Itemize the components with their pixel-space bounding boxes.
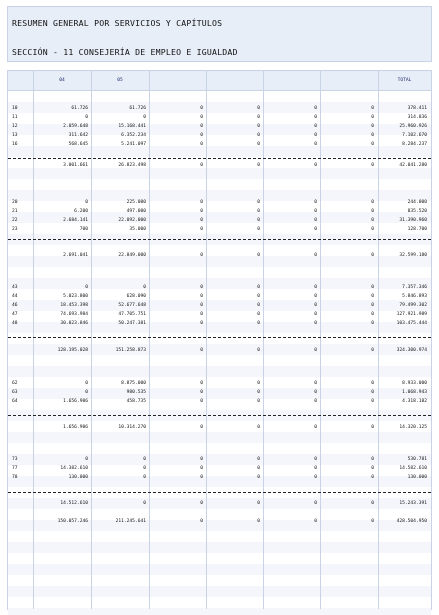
row-stripe bbox=[8, 432, 431, 443]
cell-c: 0 bbox=[314, 142, 317, 147]
cell-c: 0 bbox=[314, 425, 317, 430]
subtotal-row bbox=[8, 161, 431, 170]
cell-a: 0 bbox=[200, 381, 203, 386]
cell-d: 0 bbox=[371, 457, 374, 462]
cell-c04: 0 bbox=[85, 285, 88, 290]
cell-code: 64 bbox=[12, 399, 18, 404]
cell-c04: 700 bbox=[79, 227, 88, 232]
cell-c05: 0 bbox=[143, 285, 146, 290]
cell-code: 12 bbox=[12, 124, 18, 129]
cell-c: 0 bbox=[314, 390, 317, 395]
table-header bbox=[8, 71, 431, 91]
cell-code: 63 bbox=[12, 390, 18, 395]
cell-b: 0 bbox=[257, 303, 260, 308]
cell-code: 77 bbox=[12, 466, 18, 471]
column-separator bbox=[263, 71, 264, 609]
cell-a: 0 bbox=[200, 209, 203, 214]
cell-c: 0 bbox=[314, 253, 317, 258]
cell-c05: 47.705.751 bbox=[118, 312, 146, 317]
cell-c04: 1.656.906 bbox=[63, 425, 88, 430]
cell-d: 0 bbox=[371, 285, 374, 290]
cell-code: 22 bbox=[12, 218, 18, 223]
cell-total: 25.960.926 bbox=[399, 124, 427, 129]
cell-a: 0 bbox=[200, 133, 203, 138]
subtotal-row bbox=[8, 346, 431, 355]
cell-code: 48 bbox=[12, 321, 18, 326]
cell-d: 0 bbox=[371, 209, 374, 214]
cell-a: 0 bbox=[200, 519, 203, 524]
table-row bbox=[8, 207, 431, 216]
cell-c04: 150.057.246 bbox=[57, 519, 88, 524]
table-row bbox=[8, 464, 431, 473]
cell-total: 7.357.346 bbox=[402, 285, 427, 290]
cell-d: 0 bbox=[371, 466, 374, 471]
cell-code: 47 bbox=[12, 312, 18, 317]
cell-total: 14.320.125 bbox=[399, 425, 427, 430]
table-row bbox=[8, 473, 431, 482]
cell-c04: 6.200 bbox=[74, 209, 88, 214]
cell-total: 128.700 bbox=[407, 227, 427, 232]
cell-c: 0 bbox=[314, 227, 317, 232]
cell-a: 0 bbox=[200, 253, 203, 258]
cell-b: 0 bbox=[257, 163, 260, 168]
table-row bbox=[8, 301, 431, 310]
cell-total: 103.475.444 bbox=[396, 321, 427, 326]
summary-table bbox=[7, 70, 432, 610]
table-row bbox=[8, 388, 431, 397]
cell-c: 0 bbox=[314, 209, 317, 214]
cell-a: 0 bbox=[200, 106, 203, 111]
cell-c05: 458.735 bbox=[126, 399, 146, 404]
cell-c04: 568.645 bbox=[68, 142, 88, 147]
cell-b: 0 bbox=[257, 227, 260, 232]
cell-a: 0 bbox=[200, 200, 203, 205]
cell-c04: 0 bbox=[85, 115, 88, 120]
cell-c05: 980.535 bbox=[126, 390, 146, 395]
cell-c: 0 bbox=[314, 133, 317, 138]
cell-c04: 128.195.028 bbox=[57, 348, 88, 353]
cell-code: 10 bbox=[12, 106, 18, 111]
cell-total: 130.000 bbox=[407, 475, 427, 480]
cell-d: 0 bbox=[371, 321, 374, 326]
cell-c: 0 bbox=[314, 466, 317, 471]
cell-b: 0 bbox=[257, 285, 260, 290]
cell-code: 44 bbox=[12, 294, 18, 299]
cell-code: 20 bbox=[12, 200, 18, 205]
cell-b: 0 bbox=[257, 133, 260, 138]
cell-total: 324.300.974 bbox=[396, 348, 427, 353]
cell-d: 0 bbox=[371, 142, 374, 147]
cell-a: 0 bbox=[200, 501, 203, 506]
row-stripe bbox=[8, 564, 431, 575]
cell-a: 0 bbox=[200, 218, 203, 223]
cell-a: 0 bbox=[200, 425, 203, 430]
cell-d: 0 bbox=[371, 106, 374, 111]
cell-code: 13 bbox=[12, 133, 18, 138]
subtotal-row bbox=[8, 423, 431, 432]
cell-b: 0 bbox=[257, 124, 260, 129]
column-separator bbox=[206, 71, 207, 609]
cell-d: 0 bbox=[371, 124, 374, 129]
cell-a: 0 bbox=[200, 142, 203, 147]
cell-d: 0 bbox=[371, 475, 374, 480]
cell-c04: 14.382.610 bbox=[60, 466, 88, 471]
cell-d: 0 bbox=[371, 115, 374, 120]
cell-c05: 52.677.648 bbox=[118, 303, 146, 308]
cell-total: 530.781 bbox=[407, 457, 427, 462]
row-stripe bbox=[8, 608, 431, 615]
subtotal-divider bbox=[8, 492, 431, 493]
cell-c05: 35.000 bbox=[129, 227, 146, 232]
cell-total: 4.318.182 bbox=[402, 399, 427, 404]
subtotal-row bbox=[8, 517, 431, 526]
table-row bbox=[8, 225, 431, 234]
cell-c05: 0 bbox=[143, 466, 146, 471]
cell-c04: 0 bbox=[85, 390, 88, 395]
cell-a: 0 bbox=[200, 115, 203, 120]
cell-d: 0 bbox=[371, 303, 374, 308]
cell-c: 0 bbox=[314, 475, 317, 480]
cell-code: 23 bbox=[12, 227, 18, 232]
cell-c05: 211.245.641 bbox=[115, 519, 146, 524]
cell-b: 0 bbox=[257, 142, 260, 147]
column-separator bbox=[149, 71, 150, 609]
cell-b: 0 bbox=[257, 425, 260, 430]
cell-c04: 18.453.398 bbox=[60, 303, 88, 308]
subtotal-row bbox=[8, 251, 431, 260]
subtotal-divider bbox=[8, 415, 431, 416]
subtotal-divider bbox=[8, 158, 431, 159]
cell-c04: 61.726 bbox=[71, 106, 88, 111]
cell-c05: 0 bbox=[143, 457, 146, 462]
cell-a: 0 bbox=[200, 457, 203, 462]
cell-c04: 0 bbox=[85, 200, 88, 205]
cell-b: 0 bbox=[257, 253, 260, 258]
cell-c: 0 bbox=[314, 312, 317, 317]
cell-c05: 628.090 bbox=[126, 294, 146, 299]
subtotal-divider bbox=[8, 337, 431, 338]
cell-c: 0 bbox=[314, 285, 317, 290]
cell-b: 0 bbox=[257, 501, 260, 506]
cell-c: 0 bbox=[314, 457, 317, 462]
cell-c: 0 bbox=[314, 218, 317, 223]
cell-c05: 26.823.498 bbox=[118, 163, 146, 168]
cell-c05: 8.875.000 bbox=[121, 381, 146, 386]
column-separator bbox=[33, 71, 34, 609]
cell-a: 0 bbox=[200, 124, 203, 129]
column-separator bbox=[378, 71, 379, 609]
table-row bbox=[8, 216, 431, 225]
cell-b: 0 bbox=[257, 457, 260, 462]
cell-a: 0 bbox=[200, 163, 203, 168]
cell-d: 0 bbox=[371, 163, 374, 168]
cell-b: 0 bbox=[257, 390, 260, 395]
column-header-total: TOTAL bbox=[397, 78, 412, 83]
table-row bbox=[8, 319, 431, 328]
table-row bbox=[8, 292, 431, 301]
cell-c: 0 bbox=[314, 200, 317, 205]
cell-d: 0 bbox=[371, 227, 374, 232]
cell-b: 0 bbox=[257, 294, 260, 299]
cell-b: 0 bbox=[257, 200, 260, 205]
cell-code: 73 bbox=[12, 457, 18, 462]
cell-a: 0 bbox=[200, 303, 203, 308]
cell-total: 8.933.000 bbox=[402, 381, 427, 386]
cell-c04: 3.001.661 bbox=[63, 163, 88, 168]
cell-d: 0 bbox=[371, 519, 374, 524]
cell-d: 0 bbox=[371, 218, 374, 223]
subtotal-row bbox=[8, 499, 431, 508]
cell-c05: 10.314.270 bbox=[118, 425, 146, 430]
cell-c: 0 bbox=[314, 321, 317, 326]
cell-c: 0 bbox=[314, 294, 317, 299]
cell-b: 0 bbox=[257, 115, 260, 120]
cell-c05: 22.849.000 bbox=[118, 253, 146, 258]
report-header bbox=[7, 6, 432, 62]
cell-c: 0 bbox=[314, 303, 317, 308]
cell-total: 244.000 bbox=[407, 200, 427, 205]
cell-c04: 2.059.648 bbox=[63, 124, 88, 129]
cell-c05: 5.241.097 bbox=[121, 142, 146, 147]
cell-total: 32.599.180 bbox=[399, 253, 427, 258]
cell-c: 0 bbox=[314, 381, 317, 386]
cell-total: 835.520 bbox=[407, 209, 427, 214]
cell-b: 0 bbox=[257, 209, 260, 214]
cell-code: 16 bbox=[12, 142, 18, 147]
cell-c04: 2.684.141 bbox=[63, 218, 88, 223]
table-row bbox=[8, 122, 431, 131]
table-row bbox=[8, 198, 431, 207]
cell-c: 0 bbox=[314, 163, 317, 168]
cell-c04: 0 bbox=[85, 381, 88, 386]
column-header-05: 05 bbox=[117, 78, 123, 83]
cell-d: 0 bbox=[371, 133, 374, 138]
cell-total: 8.284.237 bbox=[402, 142, 427, 147]
report-title: RESUMEN GENERAL POR SERVICIOS Y CAPÍTULOS bbox=[12, 18, 223, 28]
cell-a: 0 bbox=[200, 294, 203, 299]
column-header-04: 04 bbox=[59, 78, 65, 83]
cell-d: 0 bbox=[371, 294, 374, 299]
cell-d: 0 bbox=[371, 390, 374, 395]
cell-c: 0 bbox=[314, 106, 317, 111]
cell-b: 0 bbox=[257, 519, 260, 524]
table-row bbox=[8, 310, 431, 319]
cell-c04: 5.023.800 bbox=[63, 294, 88, 299]
table-row bbox=[8, 397, 431, 406]
cell-code: 46 bbox=[12, 303, 18, 308]
cell-a: 0 bbox=[200, 466, 203, 471]
cell-code: 21 bbox=[12, 209, 18, 214]
row-stripe bbox=[8, 586, 431, 597]
cell-b: 0 bbox=[257, 321, 260, 326]
row-stripe bbox=[8, 542, 431, 553]
cell-b: 0 bbox=[257, 466, 260, 471]
cell-c05: 225.000 bbox=[126, 200, 146, 205]
cell-d: 0 bbox=[371, 425, 374, 430]
cell-d: 0 bbox=[371, 253, 374, 258]
table-row bbox=[8, 140, 431, 149]
table-row bbox=[8, 379, 431, 388]
cell-c05: 6.352.234 bbox=[121, 133, 146, 138]
cell-c: 0 bbox=[314, 501, 317, 506]
cell-c: 0 bbox=[314, 519, 317, 524]
cell-code: 78 bbox=[12, 475, 18, 480]
column-separator bbox=[320, 71, 321, 609]
cell-code: 62 bbox=[12, 381, 18, 386]
cell-b: 0 bbox=[257, 381, 260, 386]
cell-b: 0 bbox=[257, 312, 260, 317]
cell-c04: 2.691.041 bbox=[63, 253, 88, 258]
cell-a: 0 bbox=[200, 390, 203, 395]
cell-b: 0 bbox=[257, 399, 260, 404]
cell-a: 0 bbox=[200, 227, 203, 232]
cell-d: 0 bbox=[371, 399, 374, 404]
cell-d: 0 bbox=[371, 348, 374, 353]
cell-total: 1.068.943 bbox=[402, 390, 427, 395]
table-row bbox=[8, 283, 431, 292]
table-row bbox=[8, 455, 431, 464]
cell-c04: 311.642 bbox=[68, 133, 88, 138]
cell-code: 11 bbox=[12, 115, 18, 120]
cell-c04: 130.000 bbox=[68, 475, 88, 480]
cell-a: 0 bbox=[200, 285, 203, 290]
cell-c04: 30.023.846 bbox=[60, 321, 88, 326]
cell-a: 0 bbox=[200, 348, 203, 353]
cell-c05: 0 bbox=[143, 501, 146, 506]
cell-a: 0 bbox=[200, 312, 203, 317]
cell-c04: 74.693.984 bbox=[60, 312, 88, 317]
cell-total: 428.504.950 bbox=[396, 519, 427, 524]
cell-b: 0 bbox=[257, 106, 260, 111]
column-separator bbox=[91, 71, 92, 609]
cell-c: 0 bbox=[314, 348, 317, 353]
cell-c: 0 bbox=[314, 115, 317, 120]
cell-total: 5.846.893 bbox=[402, 294, 427, 299]
cell-c04: 1.656.906 bbox=[63, 399, 88, 404]
cell-c05: 61.726 bbox=[129, 106, 146, 111]
table-row bbox=[8, 113, 431, 122]
cell-total: 314.836 bbox=[407, 115, 427, 120]
section-title: SECCIÓN - 11 CONSEJERÍA DE EMPLEO E IGUALDAD bbox=[12, 47, 238, 57]
cell-d: 0 bbox=[371, 501, 374, 506]
cell-c05: 15.168.441 bbox=[118, 124, 146, 129]
cell-c05: 497.000 bbox=[126, 209, 146, 214]
cell-total: 14.582.610 bbox=[399, 466, 427, 471]
cell-a: 0 bbox=[200, 321, 203, 326]
cell-b: 0 bbox=[257, 348, 260, 353]
cell-total: 15.243.391 bbox=[399, 501, 427, 506]
cell-d: 0 bbox=[371, 381, 374, 386]
cell-a: 0 bbox=[200, 475, 203, 480]
cell-d: 0 bbox=[371, 312, 374, 317]
cell-total: 7.102.670 bbox=[402, 133, 427, 138]
cell-d: 0 bbox=[371, 200, 374, 205]
row-stripe bbox=[8, 366, 431, 377]
cell-total: 378.411 bbox=[407, 106, 427, 111]
cell-a: 0 bbox=[200, 399, 203, 404]
cell-total: 31.390.960 bbox=[399, 218, 427, 223]
table-row bbox=[8, 131, 431, 140]
cell-c05: 0 bbox=[143, 475, 146, 480]
cell-c05: 50.247.381 bbox=[118, 321, 146, 326]
cell-total: 127.921.989 bbox=[396, 312, 427, 317]
cell-c04: 0 bbox=[85, 457, 88, 462]
cell-c04: 14.512.610 bbox=[60, 501, 88, 506]
cell-c: 0 bbox=[314, 124, 317, 129]
cell-b: 0 bbox=[257, 218, 260, 223]
cell-total: 42.041.280 bbox=[399, 163, 427, 168]
table-row bbox=[8, 104, 431, 113]
subtotal-divider bbox=[8, 239, 431, 240]
cell-total: 79.499.302 bbox=[399, 303, 427, 308]
cell-c05: 0 bbox=[143, 115, 146, 120]
cell-c: 0 bbox=[314, 399, 317, 404]
cell-b: 0 bbox=[257, 475, 260, 480]
cell-c05: 22.092.000 bbox=[118, 218, 146, 223]
cell-code: 43 bbox=[12, 285, 18, 290]
cell-c05: 151.258.873 bbox=[115, 348, 146, 353]
